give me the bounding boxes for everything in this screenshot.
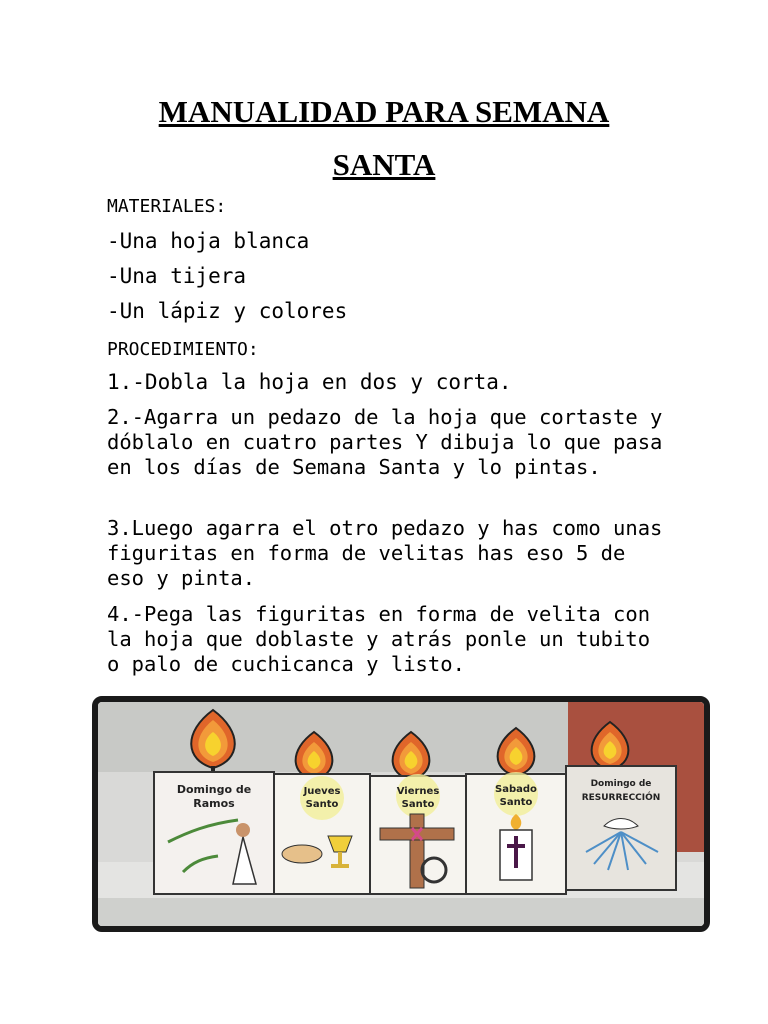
- card-title-5: Domingo de: [590, 779, 652, 789]
- craft-photo: [92, 696, 710, 932]
- step-1: 1.-Dobla la hoja en dos y corta.: [107, 370, 512, 394]
- card-subtitle-1: Ramos: [193, 797, 235, 810]
- card-title-4: Sabado: [495, 784, 537, 795]
- card-subtitle-4: Santo: [499, 797, 533, 808]
- card-viernes-santo: [370, 774, 466, 894]
- step-3: 3.Luego agarra el otro pedazo y has como unas figuritas en forma de velitas has eso 5 de eso y pinta.: [107, 516, 663, 590]
- card-subtitle-3: Santo: [401, 799, 435, 810]
- title-line-2: SANTA: [332, 147, 436, 182]
- procedure-heading: PROCEDIMIENTO:: [107, 339, 259, 360]
- material-item: -Un lápiz y colores: [107, 299, 348, 323]
- card-title-2: Jueves: [303, 786, 341, 797]
- materials-heading: MATERIALES:: [107, 196, 227, 217]
- title-line-1: MANUALIDAD PARA SEMANA: [158, 94, 610, 129]
- material-item: -Una tijera: [107, 264, 247, 288]
- card-jueves-santo: [274, 774, 370, 894]
- card-domingo-resurreccion: [566, 766, 676, 890]
- step-4: 4.-Pega las figuritas en forma de velita con la hoja que doblaste y atrás ponle un tubito o palo de cuchicanca y listo.: [107, 602, 651, 676]
- card-sabado-santo: [466, 772, 566, 894]
- card-title-1: Domingo de: [176, 783, 252, 796]
- material-item: -Una hoja blanca: [107, 229, 310, 253]
- card-subtitle-5: RESURRECCIÓN: [581, 793, 661, 803]
- card-title-3: Viernes: [396, 786, 440, 797]
- card-domingo-ramos: [154, 772, 274, 894]
- card-subtitle-2: Santo: [305, 799, 339, 810]
- step-2: 2.-Agarra un pedazo de la hoja que cortaste y dóblalo en cuatro partes Y dibuja lo que pasa en los días de Semana Santa y lo pintas.: [107, 405, 663, 479]
